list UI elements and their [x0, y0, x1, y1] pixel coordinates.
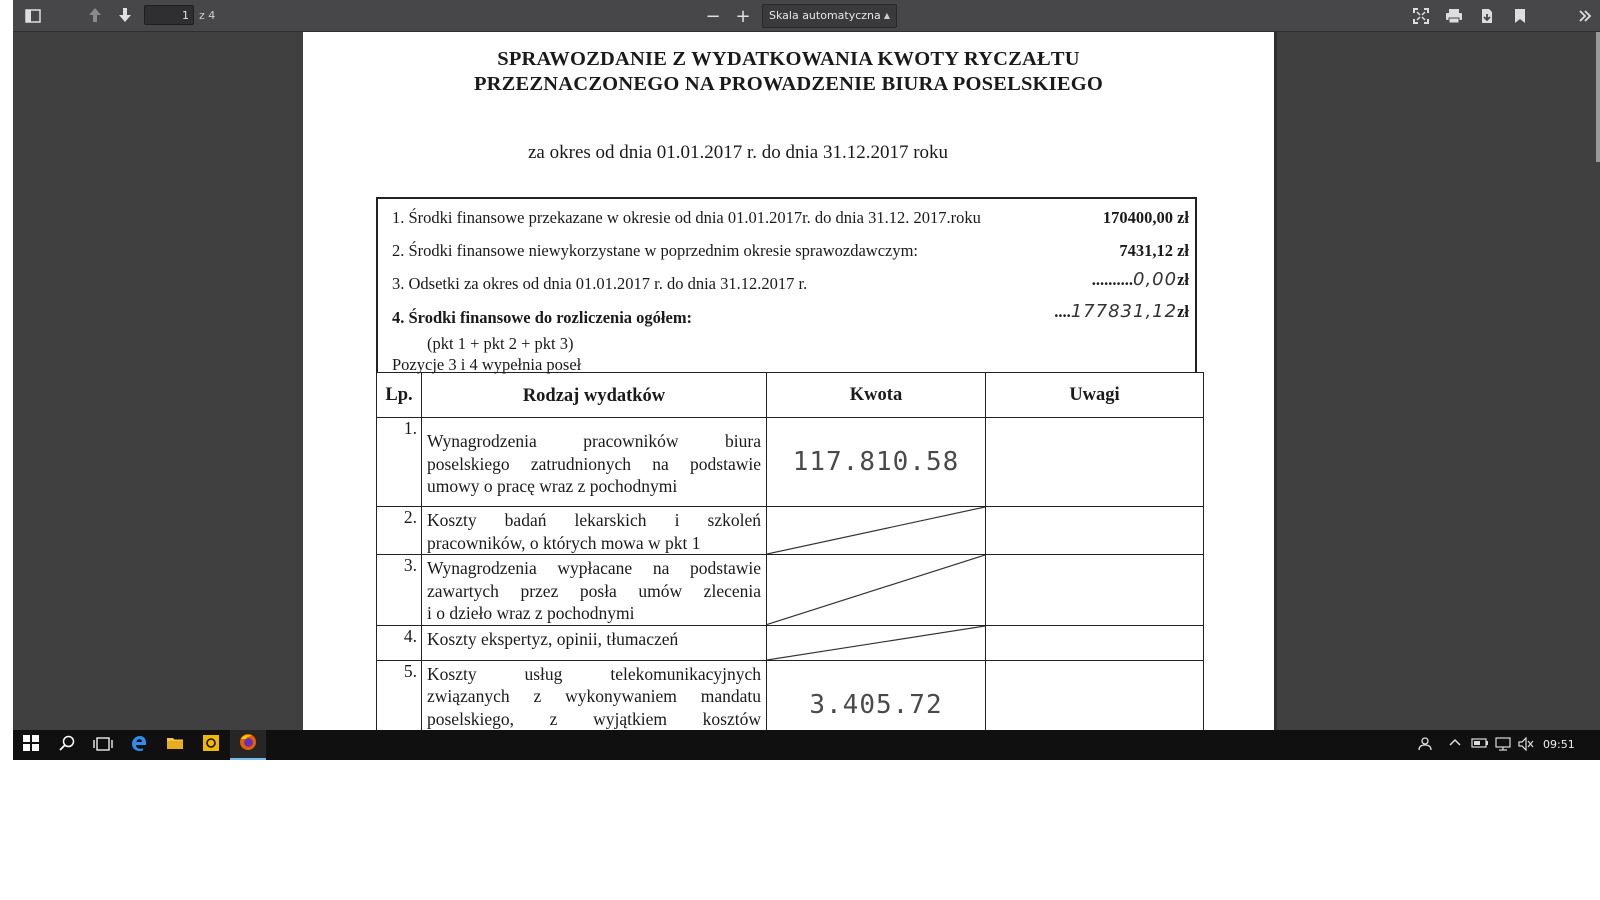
summary-line-6: Pozycje 3 i 4 wypełnia poseł — [392, 355, 582, 374]
battery-icon[interactable] — [1471, 737, 1489, 752]
header-uwagi: Uwagi — [986, 373, 1204, 418]
description-line: Wynagrodzenia wypłacane na podstawie — [427, 558, 761, 578]
row-kwota-crossed — [767, 507, 986, 555]
row-uwagi — [986, 507, 1204, 555]
table-header-row — [377, 373, 1204, 418]
clock[interactable]: 09:51 — [1543, 738, 1575, 751]
folder-icon — [166, 735, 184, 755]
description-line: zawartych przez posła umów zlecenia — [427, 580, 761, 601]
double-chevron-right-icon[interactable] — [1573, 4, 1597, 28]
row-uwagi — [986, 555, 1204, 626]
page-number-input[interactable] — [144, 5, 194, 25]
summary-line-3: 3. Odsetki za okres od dnia 01.01.2017 r. do dnia 31.12.2017 r. — [392, 274, 808, 293]
row-description — [422, 555, 767, 626]
header-kwota: Kwota — [767, 373, 986, 418]
summary-amount-3 — [1092, 269, 1189, 290]
firefox-icon — [239, 733, 257, 755]
row-description — [422, 660, 767, 730]
dotted-fill: .... — [1054, 302, 1071, 321]
table-row — [377, 507, 1204, 555]
row-description — [422, 418, 767, 507]
taskbar-file-explorer[interactable] — [157, 730, 193, 760]
search-icon — [59, 735, 75, 755]
fullscreen-icon[interactable] — [1409, 4, 1433, 28]
description-line: poselskiego, z wyjątkiem kosztów — [427, 708, 761, 729]
edge-browser-icon — [130, 734, 148, 756]
bookmark-icon[interactable] — [1508, 4, 1532, 28]
cross-out-line — [767, 555, 985, 625]
handwritten-amount: 3.405.72 — [809, 690, 943, 720]
document-viewer[interactable] — [13, 32, 1600, 730]
description-line: pracowników, o których mowa w pkt 1 — [427, 532, 701, 553]
summary-line-1: 1. Środki finansowe przekazane w okresie od dnia 01.01.2017r. do dnia 31.12. 2017.roku — [392, 208, 981, 227]
row-lp: 2. — [377, 507, 422, 555]
dotted-fill: .......... — [1091, 270, 1133, 289]
currency-unit: zł — [1177, 270, 1189, 289]
description-line: Koszty usług telekomunikacyjnych — [427, 663, 761, 684]
row-kwota-crossed — [767, 625, 986, 660]
table-row — [377, 625, 1204, 660]
cross-out-line — [767, 626, 985, 660]
scrollbar-thumb[interactable] — [1596, 32, 1600, 162]
description-line: i o dzieło wraz z pochodnymi — [427, 603, 635, 623]
row-lp: 4. — [377, 625, 422, 660]
sidebar-toggle-icon[interactable] — [21, 4, 45, 28]
row-uwagi — [986, 660, 1204, 730]
scale-select-value: Skala automatyczna — [769, 9, 881, 22]
report-period: za okres od dnia 01.01.2017 r. do dnia 31.12.2017 roku — [528, 142, 949, 163]
row-lp: 3. — [377, 555, 422, 626]
pdf-toolbar — [13, 0, 1600, 32]
next-page-button[interactable] — [113, 4, 137, 28]
taskbar — [13, 730, 1600, 760]
handwritten-amount: 117.810.58 — [792, 447, 960, 477]
zoom-out-button[interactable]: − — [705, 5, 721, 27]
summary-box — [376, 197, 1197, 373]
handwritten-interest-value: 0,00 — [1133, 269, 1178, 290]
scale-select[interactable] — [762, 4, 897, 28]
start-button[interactable] — [13, 730, 49, 760]
row-kwota — [767, 418, 986, 507]
table-row — [377, 555, 1204, 626]
document-title-line-2: PRZEZNACZONEGO NA PROWADZENIE BIURA POSELSKIEGO — [473, 73, 1104, 95]
arrow-up-icon — [88, 7, 102, 26]
cross-out-line — [767, 507, 985, 554]
taskbar-edge[interactable] — [121, 730, 157, 760]
row-kwota-crossed — [767, 555, 986, 626]
download-icon[interactable] — [1475, 4, 1499, 28]
description-line: związanych z wykonywaniem mandatu — [427, 686, 761, 706]
row-lp: 5. — [377, 660, 422, 730]
header-rodzaj: Rodzaj wydatków — [422, 373, 767, 418]
print-icon[interactable] — [1442, 4, 1466, 28]
task-view-button[interactable] — [85, 730, 121, 760]
zoom-in-button[interactable]: + — [735, 5, 751, 27]
select-arrows-icon: ▲ — [883, 11, 890, 20]
row-description — [422, 625, 767, 660]
summary-line-2: 2. Środki finansowe niewykorzystane w poprzednim okresie sprawozdawczym: — [392, 241, 919, 260]
header-lp: Lp. — [377, 373, 422, 418]
search-button[interactable] — [49, 730, 85, 760]
taskbar-firefox[interactable] — [230, 730, 266, 760]
screen — [13, 0, 1600, 760]
volume-muted-icon[interactable] — [1518, 737, 1534, 754]
description-line: umowy o pracę wraz z pochodnymi — [427, 476, 678, 496]
summary-amount-2: 7431,12 zł — [1119, 241, 1189, 260]
description-line: poselskiego zatrudnionych na podstawie — [427, 453, 761, 474]
summary-amount-1: 170400,00 zł — [1102, 208, 1189, 227]
description-line: Wynagrodzenia pracowników biura — [427, 431, 761, 451]
page-count-label: z 4 — [199, 9, 216, 22]
network-icon[interactable] — [1495, 737, 1511, 754]
mail-app-icon — [202, 734, 220, 756]
page-edge — [1274, 32, 1277, 730]
row-lp: 1. — [377, 418, 422, 507]
row-description — [422, 507, 767, 555]
row-kwota — [767, 660, 986, 730]
taskbar-mail-app[interactable] — [193, 730, 229, 760]
summary-amount-4 — [1054, 301, 1189, 322]
arrow-down-icon — [118, 7, 132, 26]
windows-logo-icon — [23, 735, 39, 755]
expenses-table — [376, 372, 1204, 730]
row-uwagi — [986, 418, 1204, 507]
table-row — [377, 660, 1204, 730]
description-line: Koszty ekspertyz, opinii, tłumaczeń — [427, 628, 679, 649]
currency-unit: zł — [1177, 302, 1189, 321]
description-line: Koszty badań lekarskich i szkoleń — [427, 510, 761, 530]
task-view-icon — [93, 736, 113, 755]
people-icon[interactable] — [1418, 737, 1434, 754]
document-title-line-1: SPRAWOZDANIE Z WYDATKOWANIA KWOTY RYCZAŁTU — [497, 48, 1080, 70]
pdf-page — [303, 32, 1274, 730]
row-uwagi — [986, 625, 1204, 660]
previous-page-button[interactable] — [83, 4, 107, 28]
handwritten-total-value: 177831,12 — [1070, 301, 1178, 322]
table-row — [377, 418, 1204, 507]
summary-line-5: (pkt 1 + pkt 2 + pkt 3) — [427, 334, 574, 353]
show-hidden-icons-chevron-icon[interactable] — [1449, 737, 1461, 752]
summary-line-4: 4. Środki finansowe do rozliczenia ogółem: — [392, 308, 693, 327]
